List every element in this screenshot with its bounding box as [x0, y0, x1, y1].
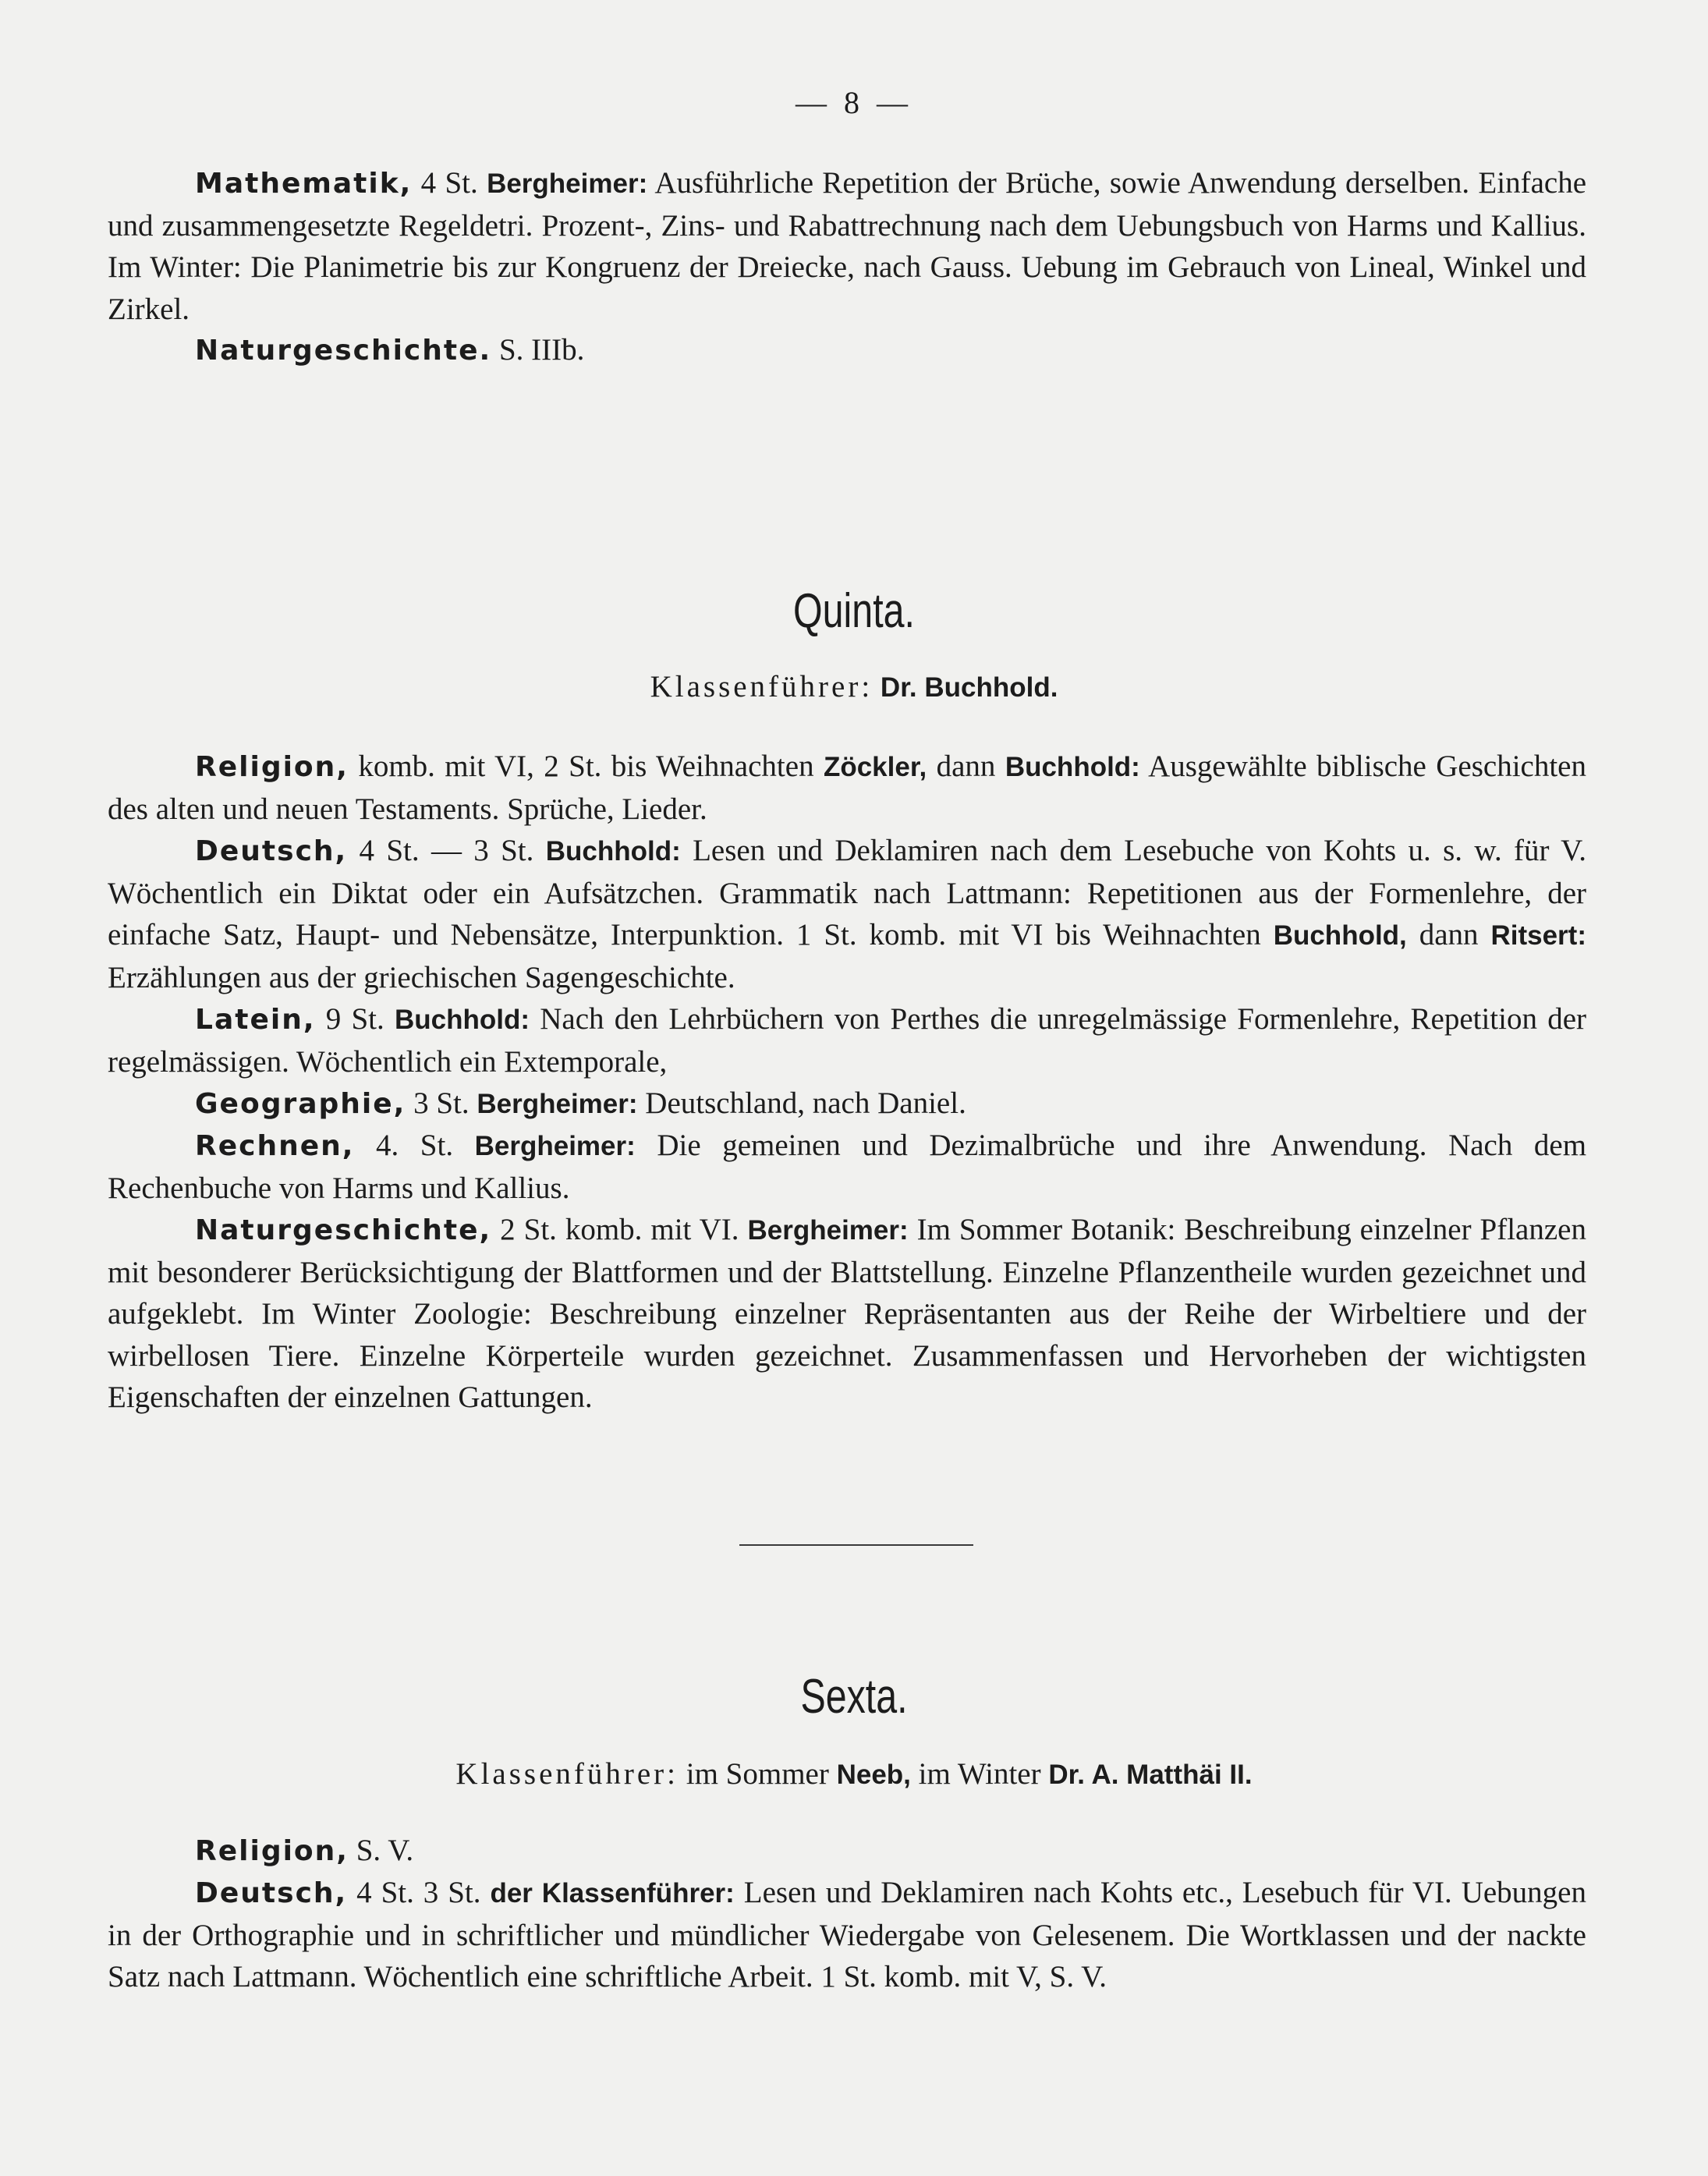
teacher-name: Bergheimer:	[747, 1215, 909, 1246]
subject-heading: Naturgeschichte.	[195, 335, 492, 367]
subject-heading: Religion,	[195, 1835, 349, 1867]
hours: 4 St.	[420, 166, 478, 200]
paragraph-text: Die gemeinen und Dezimalbrüche und ihre Anwendung. Nach dem Rechenbuche von Harms und Kallius.	[108, 1129, 1587, 1205]
teacher-name: Bergheimer:	[474, 1131, 636, 1161]
section-divider	[739, 1544, 973, 1546]
naturgeschichte-quinta-paragraph	[108, 1209, 1586, 1419]
section-title-quinta: Quinta.	[793, 584, 915, 638]
deutsch-sexta-paragraph	[108, 1872, 1586, 1998]
paragraph-text: Erzählungen aus der griechischen Sagengeschichte.	[108, 960, 735, 994]
subject-heading: Religion,	[195, 751, 349, 783]
klassenfuehrer-quinta	[0, 669, 1708, 704]
geographie-quinta-paragraph	[108, 1083, 1586, 1125]
teacher-name: Bergheimer:	[487, 168, 648, 199]
paragraph-text: Im Sommer Botanik: Beschreibung einzelner Pflanzen mit besonderer Berücksichtigung der Blattformen und der Blattstellung. Einzelne Pflanzentheile wurden gezeichnet und aufgeklebt. Im Winter Zoologie: Beschreibung einzelner Repräsentanten aus der Reihe der Wirbeltiere und der wirbellosen Tiere. Einzelne Körperteile wurden gezeichnet. Zusammenfassen und Hervorheben der wichtigsten Eigenschaften der einzelnen Gattungen.	[108, 1213, 1586, 1415]
paragraph-text: dann	[1419, 918, 1479, 952]
paragraph-text: 4 St. — 3 St.	[359, 834, 534, 867]
teacher-name: Ritsert:	[1490, 920, 1586, 952]
subject-heading: Deutsch,	[195, 1877, 348, 1909]
paragraph-text: komb. mit VI, 2 St. bis Weihnachten	[358, 750, 814, 783]
klassen-text: im Sommer	[686, 1757, 829, 1791]
religion-quinta-paragraph	[108, 746, 1586, 830]
paragraph-text: Ausgewählte biblische Geschichten des alten und neuen Testaments. Sprüche, Lieder.	[108, 750, 1586, 826]
teacher-name: Bergheimer:	[477, 1089, 638, 1119]
subject-heading: Mathematik,	[195, 168, 413, 200]
paragraph-text: Lesen und Deklamiren nach dem Lesebuche von Kohts u. s. w. für V. Wöchentlich ein Diktat oder ein Aufsätzchen. Grammatik nach Lattmann: Repetitionen aus der Formenlehre, der einfache Satz, Haupt- und Nebensätze, Interpunktion. 1 St. komb. mit VI bis Weihnachten	[108, 834, 1587, 952]
teacher-name: Buchhold,	[1273, 920, 1407, 952]
paragraph-text: Lesen und Deklamiren nach Kohts etc., Lesebuch für VI. Uebungen in der Orthographie und in schriftlicher und mündlicher Wiedergabe von Gelesenem. Die Wortklassen und der nackte Satz nach Lattmann. Wöchentlich eine schriftliche Arbeit. 1 St. komb. mit V, S. V.	[108, 1876, 1586, 1994]
subject-heading: Latein,	[195, 1004, 316, 1036]
teacher-name: Buchhold:	[395, 1005, 530, 1035]
deutsch-quinta-paragraph	[108, 830, 1586, 998]
paragraph-text: 4 St. 3 St.	[356, 1876, 481, 1909]
teacher-name: Buchhold:	[545, 836, 681, 867]
mathematik-paragraph	[108, 162, 1586, 330]
klassenfuehrer-sexta	[0, 1756, 1708, 1791]
page-number: — 8 —	[796, 85, 912, 120]
paragraph-text: Ausführliche Repetition der Brüche, sowie Anwendung derselben. Einfache und zusammengesetzte Regeldetri. Prozent-, Zins- und Rabattrechnung nach dem Uebungsbuch von Harms und Kallius. Im Winter: Die Planimetrie bis zur Kongruenz der Dreiecke, nach Gauss. Uebung im Gebrauch von Lineal, Winkel und Zirkel.	[108, 166, 1587, 326]
section-title-sexta: Sexta.	[800, 1670, 908, 1724]
klassen-label: Klassenführer:	[650, 670, 873, 703]
subject-heading: Rechnen,	[195, 1130, 355, 1162]
subject-heading: Deutsch,	[195, 835, 348, 867]
paragraph-text: 9 St.	[325, 1002, 384, 1036]
paragraph-text: 3 St.	[413, 1086, 470, 1120]
naturgeschichte-quarta-paragraph	[108, 329, 1586, 372]
paragraph-text: 2 St. komb. mit VI.	[500, 1213, 739, 1246]
teacher-name: Neeb,	[836, 1760, 911, 1790]
teacher-name: der Klassenführer:	[490, 1878, 735, 1908]
teacher-name: Buchhold:	[1005, 752, 1140, 782]
teacher-name: Dr. A. Matthäi II.	[1048, 1760, 1253, 1790]
klassen-label: Klassenführer:	[455, 1757, 679, 1791]
paragraph-text: Nach den Lehrbüchern von Perthes die unregelmässige Formenlehre, Repetition der regelmässigen. Wöchentlich ein Extemporale,	[108, 1002, 1587, 1079]
latein-quinta-paragraph	[108, 998, 1586, 1083]
subject-heading: Geographie,	[195, 1088, 406, 1120]
paragraph-text: S. IIIb.	[498, 333, 585, 367]
teacher-name: Dr. Buchhold.	[880, 672, 1058, 703]
paragraph-text: 4. St.	[376, 1129, 454, 1162]
subject-heading: Naturgeschichte,	[195, 1214, 492, 1246]
teacher-name: Zöckler,	[823, 752, 927, 782]
rechnen-quinta-paragraph	[108, 1125, 1586, 1209]
paragraph-text: Deutschland, nach Daniel.	[645, 1086, 966, 1120]
paragraph-text: dann	[936, 750, 996, 783]
religion-sexta-paragraph	[108, 1830, 1586, 1873]
klassen-text: im Winter	[918, 1757, 1041, 1791]
paragraph-text: S. V.	[356, 1834, 414, 1867]
